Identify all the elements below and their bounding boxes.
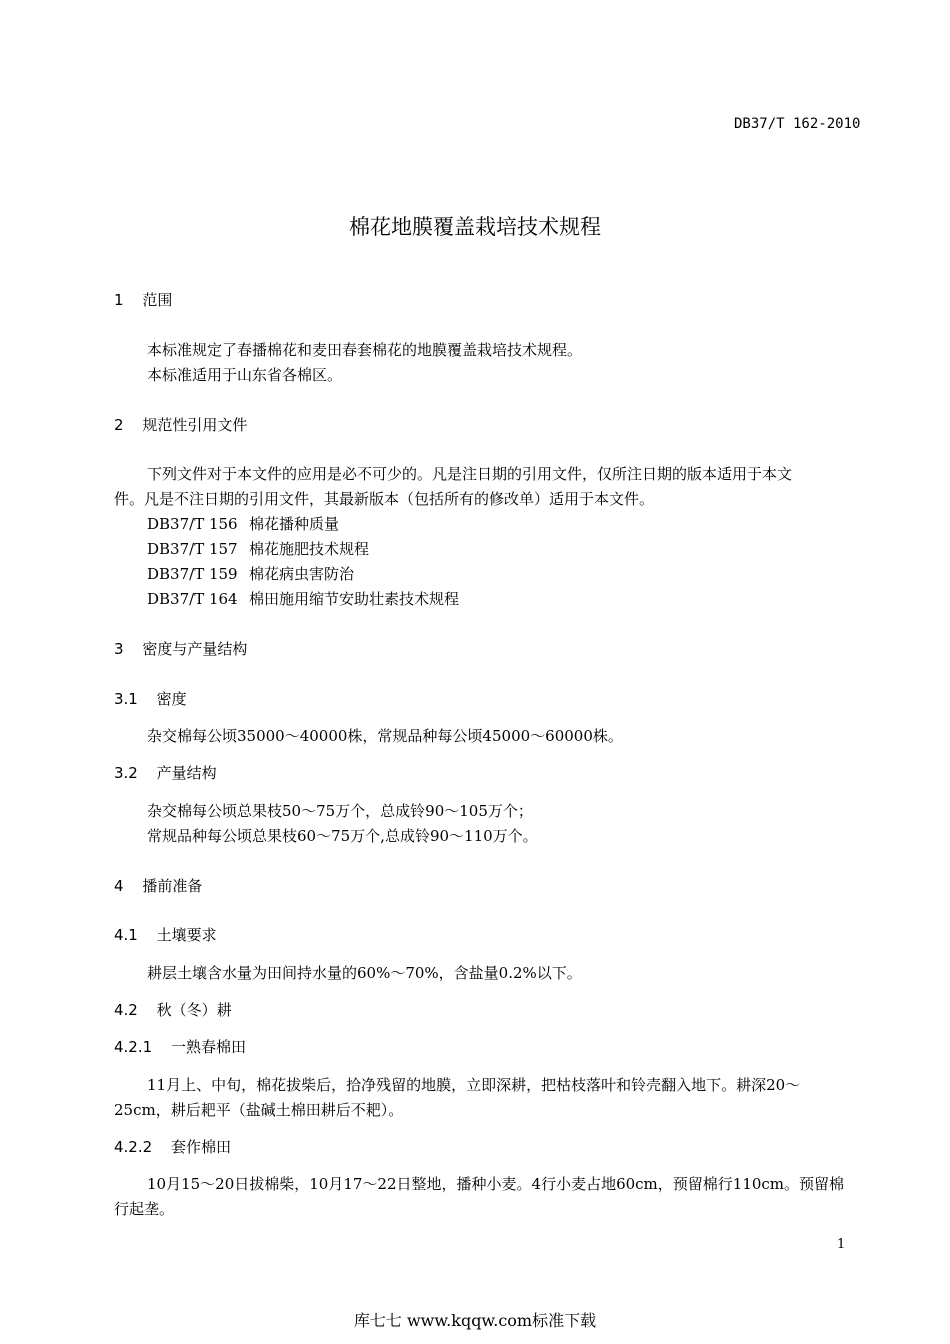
paragraph: 10月15～20日拔棉柴，10月17～22日整地，播种小麦。4行小麦占地60cm，预留棉行110cm。预留棉 xyxy=(147,1175,845,1193)
page-title: 棉花地膜覆盖栽培技术规程 xyxy=(349,215,601,239)
subsection-3-2-heading xyxy=(114,762,217,783)
paragraph: 杂交棉每公顷35000～40000株，常规品种每公顷45000～60000株。 xyxy=(147,727,623,745)
subsection-number: 3.1 xyxy=(114,690,138,708)
subsection-4-1-heading xyxy=(114,924,217,945)
subsection-number: 4.2.1 xyxy=(114,1038,153,1056)
paragraph: 耕层土壤含水量为田间持水量的60%～70%，含盐量0.2%以下。 xyxy=(147,964,582,982)
paragraph: 本标准规定了春播棉花和麦田春套棉花的地膜覆盖栽培技术规程。 xyxy=(147,341,583,359)
section-title: 密度与产量结构 xyxy=(142,640,248,658)
reference-code: DB37/T 157 xyxy=(147,540,238,558)
page-number: 1 xyxy=(837,1237,846,1252)
reference-name: 棉花病虫害防治 xyxy=(249,565,355,583)
paragraph: 11月上、中旬，棉花拔柴后，拾净残留的地膜，立即深耕，把枯枝落叶和铃壳翻入地下。耕深20～ xyxy=(147,1076,801,1094)
paragraph: 行起垄。 xyxy=(114,1200,175,1218)
reference-item xyxy=(147,538,369,559)
subsection-4-2-1-heading xyxy=(114,1036,246,1057)
reference-name: 棉花施肥技术规程 xyxy=(249,540,370,558)
section-number: 2 xyxy=(114,416,124,434)
section-title: 播前准备 xyxy=(142,877,203,895)
subsection-4-2-heading xyxy=(114,999,232,1020)
reference-code: DB37/T 164 xyxy=(147,590,238,608)
reference-item xyxy=(147,563,354,584)
paragraph: 下列文件对于本文件的应用是必不可少的。凡是注日期的引用文件，仅所注日期的版本适用于本文 xyxy=(147,465,793,483)
reference-name: 棉田施用缩节安助壮素技术规程 xyxy=(249,590,460,608)
reference-item xyxy=(147,588,459,609)
section-number: 3 xyxy=(114,640,124,658)
subsection-title: 密度 xyxy=(156,690,187,708)
subsection-number: 4.2 xyxy=(114,1001,138,1019)
subsection-4-2-2-heading xyxy=(114,1136,231,1157)
section-2-heading xyxy=(114,414,247,435)
subsection-title: 土壤要求 xyxy=(156,926,217,944)
reference-code: DB37/T 159 xyxy=(147,565,238,583)
paragraph: 25cm，耕后耙平（盐碱土棉田耕后不耙）。 xyxy=(114,1101,404,1119)
paragraph: 本标准适用于山东省各棉区。 xyxy=(147,366,343,384)
header-doc-code: DB37/T 162-2010 xyxy=(734,116,861,132)
subsection-title: 一熟春棉田 xyxy=(170,1038,246,1056)
subsection-3-1-heading xyxy=(114,688,187,709)
section-1-heading xyxy=(114,289,172,310)
section-4-heading xyxy=(114,875,202,896)
paragraph: 件。凡是不注日期的引用文件，其最新版本（包括所有的修改单）适用于本文件。 xyxy=(114,490,655,508)
section-3-heading xyxy=(114,638,247,659)
subsection-number: 3.2 xyxy=(114,764,138,782)
subsection-number: 4.1 xyxy=(114,926,138,944)
subsection-number: 4.2.2 xyxy=(114,1138,153,1156)
subsection-title: 秋（冬）耕 xyxy=(156,1001,232,1019)
reference-name: 棉花播种质量 xyxy=(249,515,340,533)
reference-code: DB37/T 156 xyxy=(147,515,238,533)
section-title: 范围 xyxy=(142,291,173,309)
subsection-title: 套作棉田 xyxy=(170,1138,231,1156)
paragraph: 常规品种每公顷总果枝60～75万个,总成铃90～110万个。 xyxy=(147,827,538,845)
section-title: 规范性引用文件 xyxy=(142,416,248,434)
footer-watermark[interactable]: 库七七 www.kqqw.com标准下载 xyxy=(353,1311,597,1330)
paragraph: 杂交棉每公顷总果枝50～75万个，总成铃90～105万个； xyxy=(147,802,533,820)
section-number: 4 xyxy=(114,877,124,895)
section-number: 1 xyxy=(114,291,124,309)
subsection-title: 产量结构 xyxy=(156,764,217,782)
reference-item xyxy=(147,513,339,534)
